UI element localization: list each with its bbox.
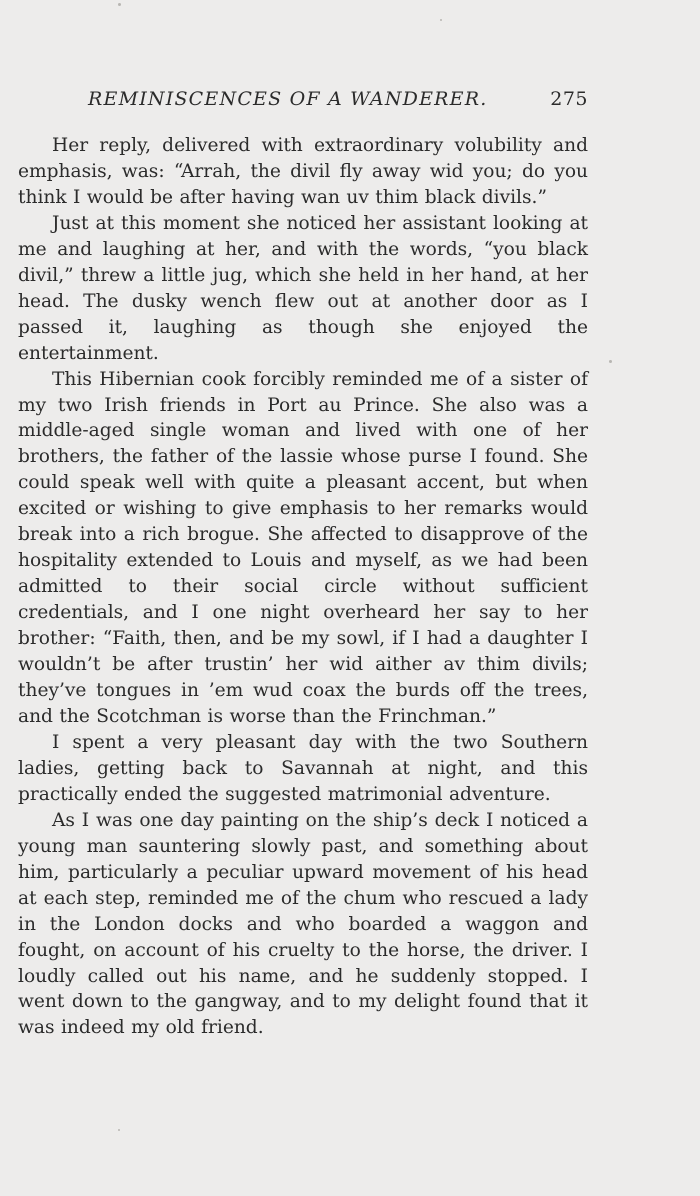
paper-speck — [609, 360, 612, 363]
paragraph-5: As I was one day painting on the ship’s deck I noticed a young man sauntering slowly past, and something about him, particularly a peculiar upward movement of his head at each step, reminded me of the chum who rescued a lady in the London docks and who boarded a waggon and fought, on account of his cruelty to the horse, the driver. I loudly called out his name, and he suddenly stopped. I went down to the gangway, and to my delight found that it was indeed my old friend. — [18, 809, 588, 1039]
paper-speck — [440, 19, 442, 21]
running-head-title: REMINISCENCES OF A WANDERER. — [88, 88, 488, 110]
paragraph-4: I spent a very pleasant day with the two Southern ladies, getting back to Savannah at night, and this practically ended the suggested matrimonial adventure. — [18, 731, 588, 805]
body-text — [18, 133, 588, 1041]
page-number: 275 — [550, 88, 588, 110]
paragraph-1: Her reply, delivered with extraordinary volubility and emphasis, was: “Arrah, the divil fly away wid you; do you think I would be after having wan uv thim black divils.” — [18, 135, 588, 208]
paper-speck — [118, 3, 121, 6]
running-head — [88, 88, 588, 116]
paragraph-2: Just at this moment she noticed her assistant looking at me and laughing at her, and with the words, “you black divil,” threw a little jug, which she held in her hand, at her head. The dusky wench flew out at another door as I passed it, laughing as though she enjoyed the entertainment. — [18, 212, 588, 364]
paragraph-3: This Hibernian cook forcibly reminded me of a sister of my two Irish friends in Port au Prince. She also was a middle-aged single woman and lived with one of her brothers, the father of the lassie whose purse I found. She could speak well with quite a pleasant accent, but when excited or wishing to give emphasis to her remarks would break into a rich brogue. She affected to disapprove of the hospitality extended to Louis and myself, as we had been admitted to their social circle without sufficient credentials, and I one night overheard her say to her brother: “Faith, then, and be my sowl, if I had a daughter I wouldn’t be after trustin’ her wid aither av thim divils; they’ve tongues in ’em wud coax the burds off the trees, and the Scotchman is worse than the Frinchman.” — [18, 368, 588, 727]
paper-speck — [118, 1129, 120, 1131]
